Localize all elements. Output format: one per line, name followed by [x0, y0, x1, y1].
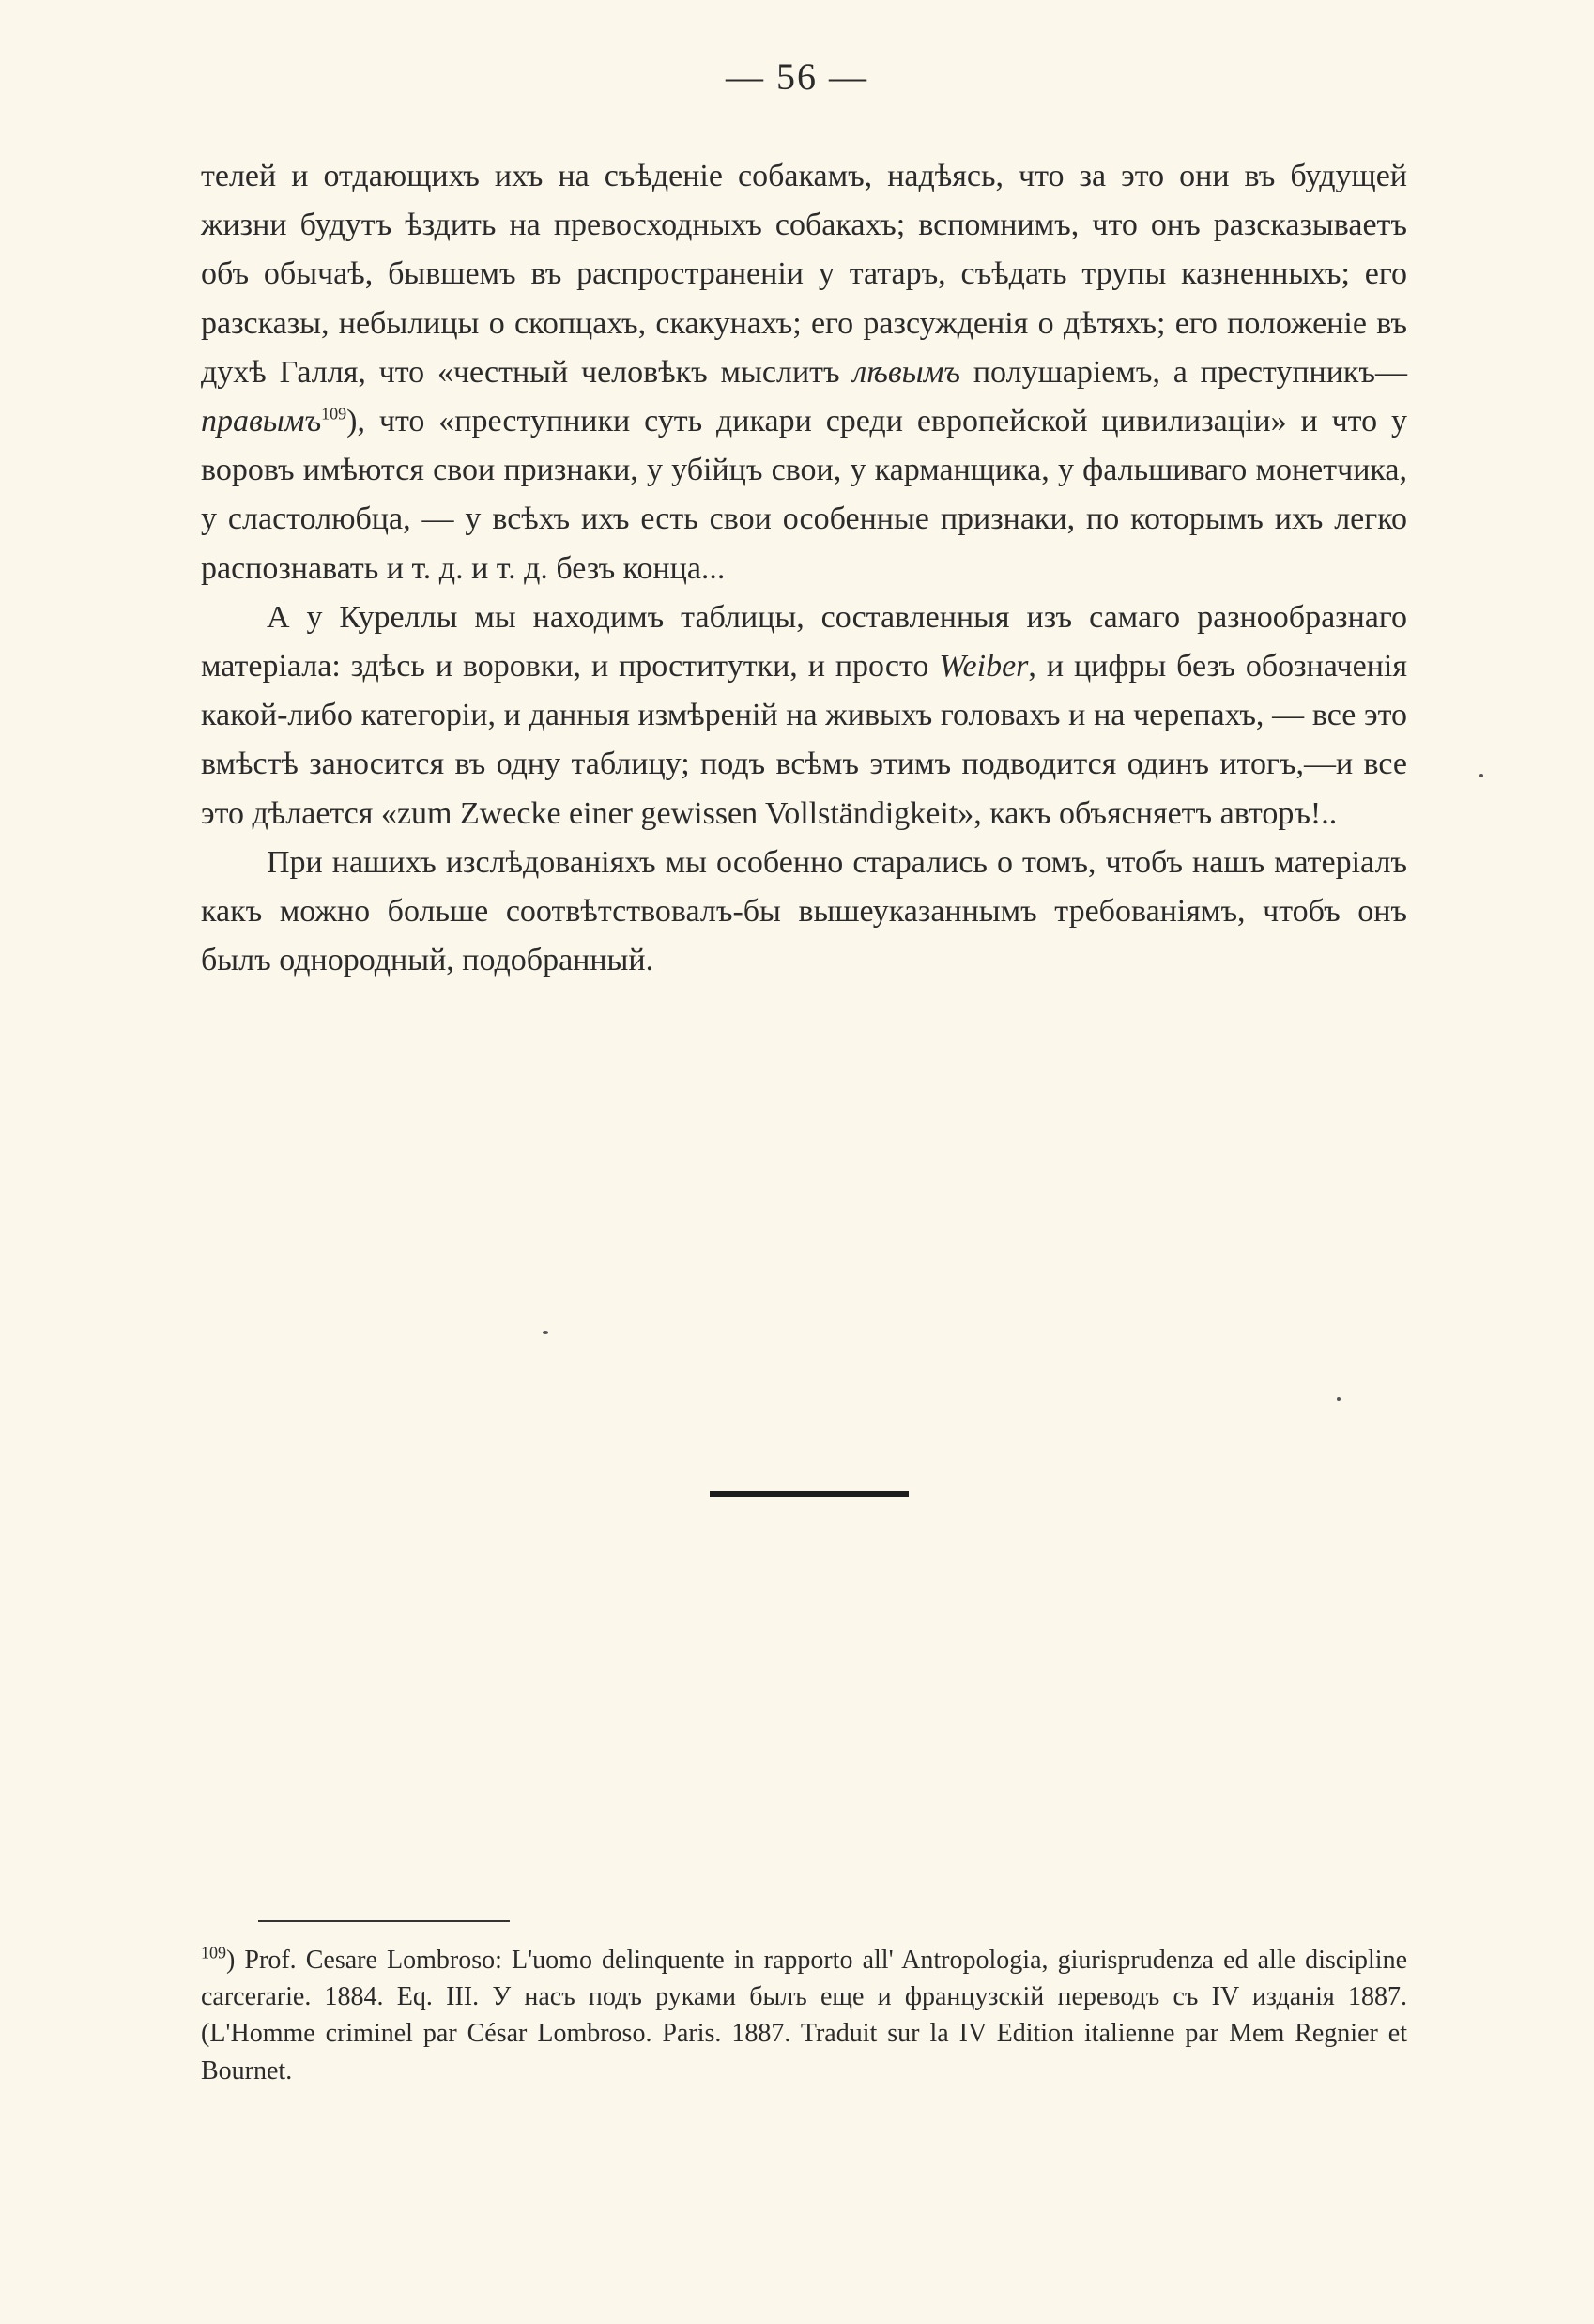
paragraph-1	[201, 152, 1407, 593]
page-number: — 56 —	[726, 55, 868, 98]
footnote-text: ) Prof. Cesare Lombroso: L'uomo delinquente in rapporto all' Antropologia, giurisprudenza ed alle discipline carcerarie. 1884. Eq. III. У насъ подъ руками былъ еще и французскій переводъ съ IV изданія 1887. (L'Homme criminel par César Lombroso. Paris. 1887. Traduit sur la IV Edition italienne par Mem Regnier et Bournet.	[201, 1946, 1407, 2085]
footnote-number: 109	[201, 1943, 226, 1962]
paragraph-2-italic: Weiber	[939, 649, 1029, 685]
footnote	[201, 1942, 1407, 2089]
paper-speck	[1337, 1397, 1341, 1401]
paragraph-1-italic-right: правымъ	[201, 404, 322, 439]
paragraph-2	[201, 593, 1407, 839]
paper-speck	[1479, 774, 1483, 777]
footnote-reference: 109	[321, 404, 347, 423]
paragraph-1-text-c: ), что «преступники суть дикари среди европейской цивилизаціи» и что у воровъ имѣются свои признаки, у убійцъ свои, у карманщика, у фальшиваго монетчика, у сластолюбца, — у всѣхъ ихъ есть свои особенные признаки, по которымъ ихъ легко распознавать и т. д. и т. д. безъ конца...	[201, 404, 1407, 586]
main-text	[201, 152, 1407, 985]
paragraph-1-italic-left: лѣвымъ	[852, 354, 961, 390]
paragraph-1-text-b: полушаріемъ, а преступникъ—	[960, 354, 1408, 390]
paragraph-3: При нашихъ изслѣдованіяхъ мы особенно старались о томъ, чтобъ нашъ матеріалъ какъ можно больше соотвѣтствовалъ-бы вышеуказаннымъ требованіямъ, чтобъ онъ былъ однородный, подобранный.	[201, 844, 1407, 978]
paragraph-2-text-b: , и цифры безъ обозначенія какой-либо категоріи, и данныя измѣреній на живыхъ головахъ и на черепахъ, — все это вмѣстѣ заносится въ одну таблицу; подъ всѣмъ этимъ подводится одинъ итогъ,—и все это дѣлается «zum Zwecke einer gewissen Vollständigkeit», какъ объясняетъ авторъ!..	[201, 649, 1408, 831]
paper-speck	[543, 1331, 548, 1334]
paragraph-2-text-a: А у Куреллы мы находимъ таблицы, составленныя изъ самаго разнообразнаго матеріала: здѣсь и воровки, и проститутки, и просто	[201, 599, 1407, 685]
section-end-rule	[710, 1491, 909, 1497]
footnote-separator	[258, 1920, 510, 1922]
paragraph-1-text-a: телей и отдающихъ ихъ на съѣденіе собакамъ, надѣясь, что за это они въ будущей жизни будутъ ѣздить на превосходныхъ собакахъ; вспомнимъ, что онъ разсказываетъ объ обычаѣ, бывшемъ въ распространеніи у татаръ, съѣдать трупы казненныхъ; его разсказы, небылицы о скопцахъ, скакунахъ; его разсужденія о дѣтяхъ; его положеніе въ духѣ Галля, что «честный человѣкъ мыслитъ	[201, 159, 1407, 390]
